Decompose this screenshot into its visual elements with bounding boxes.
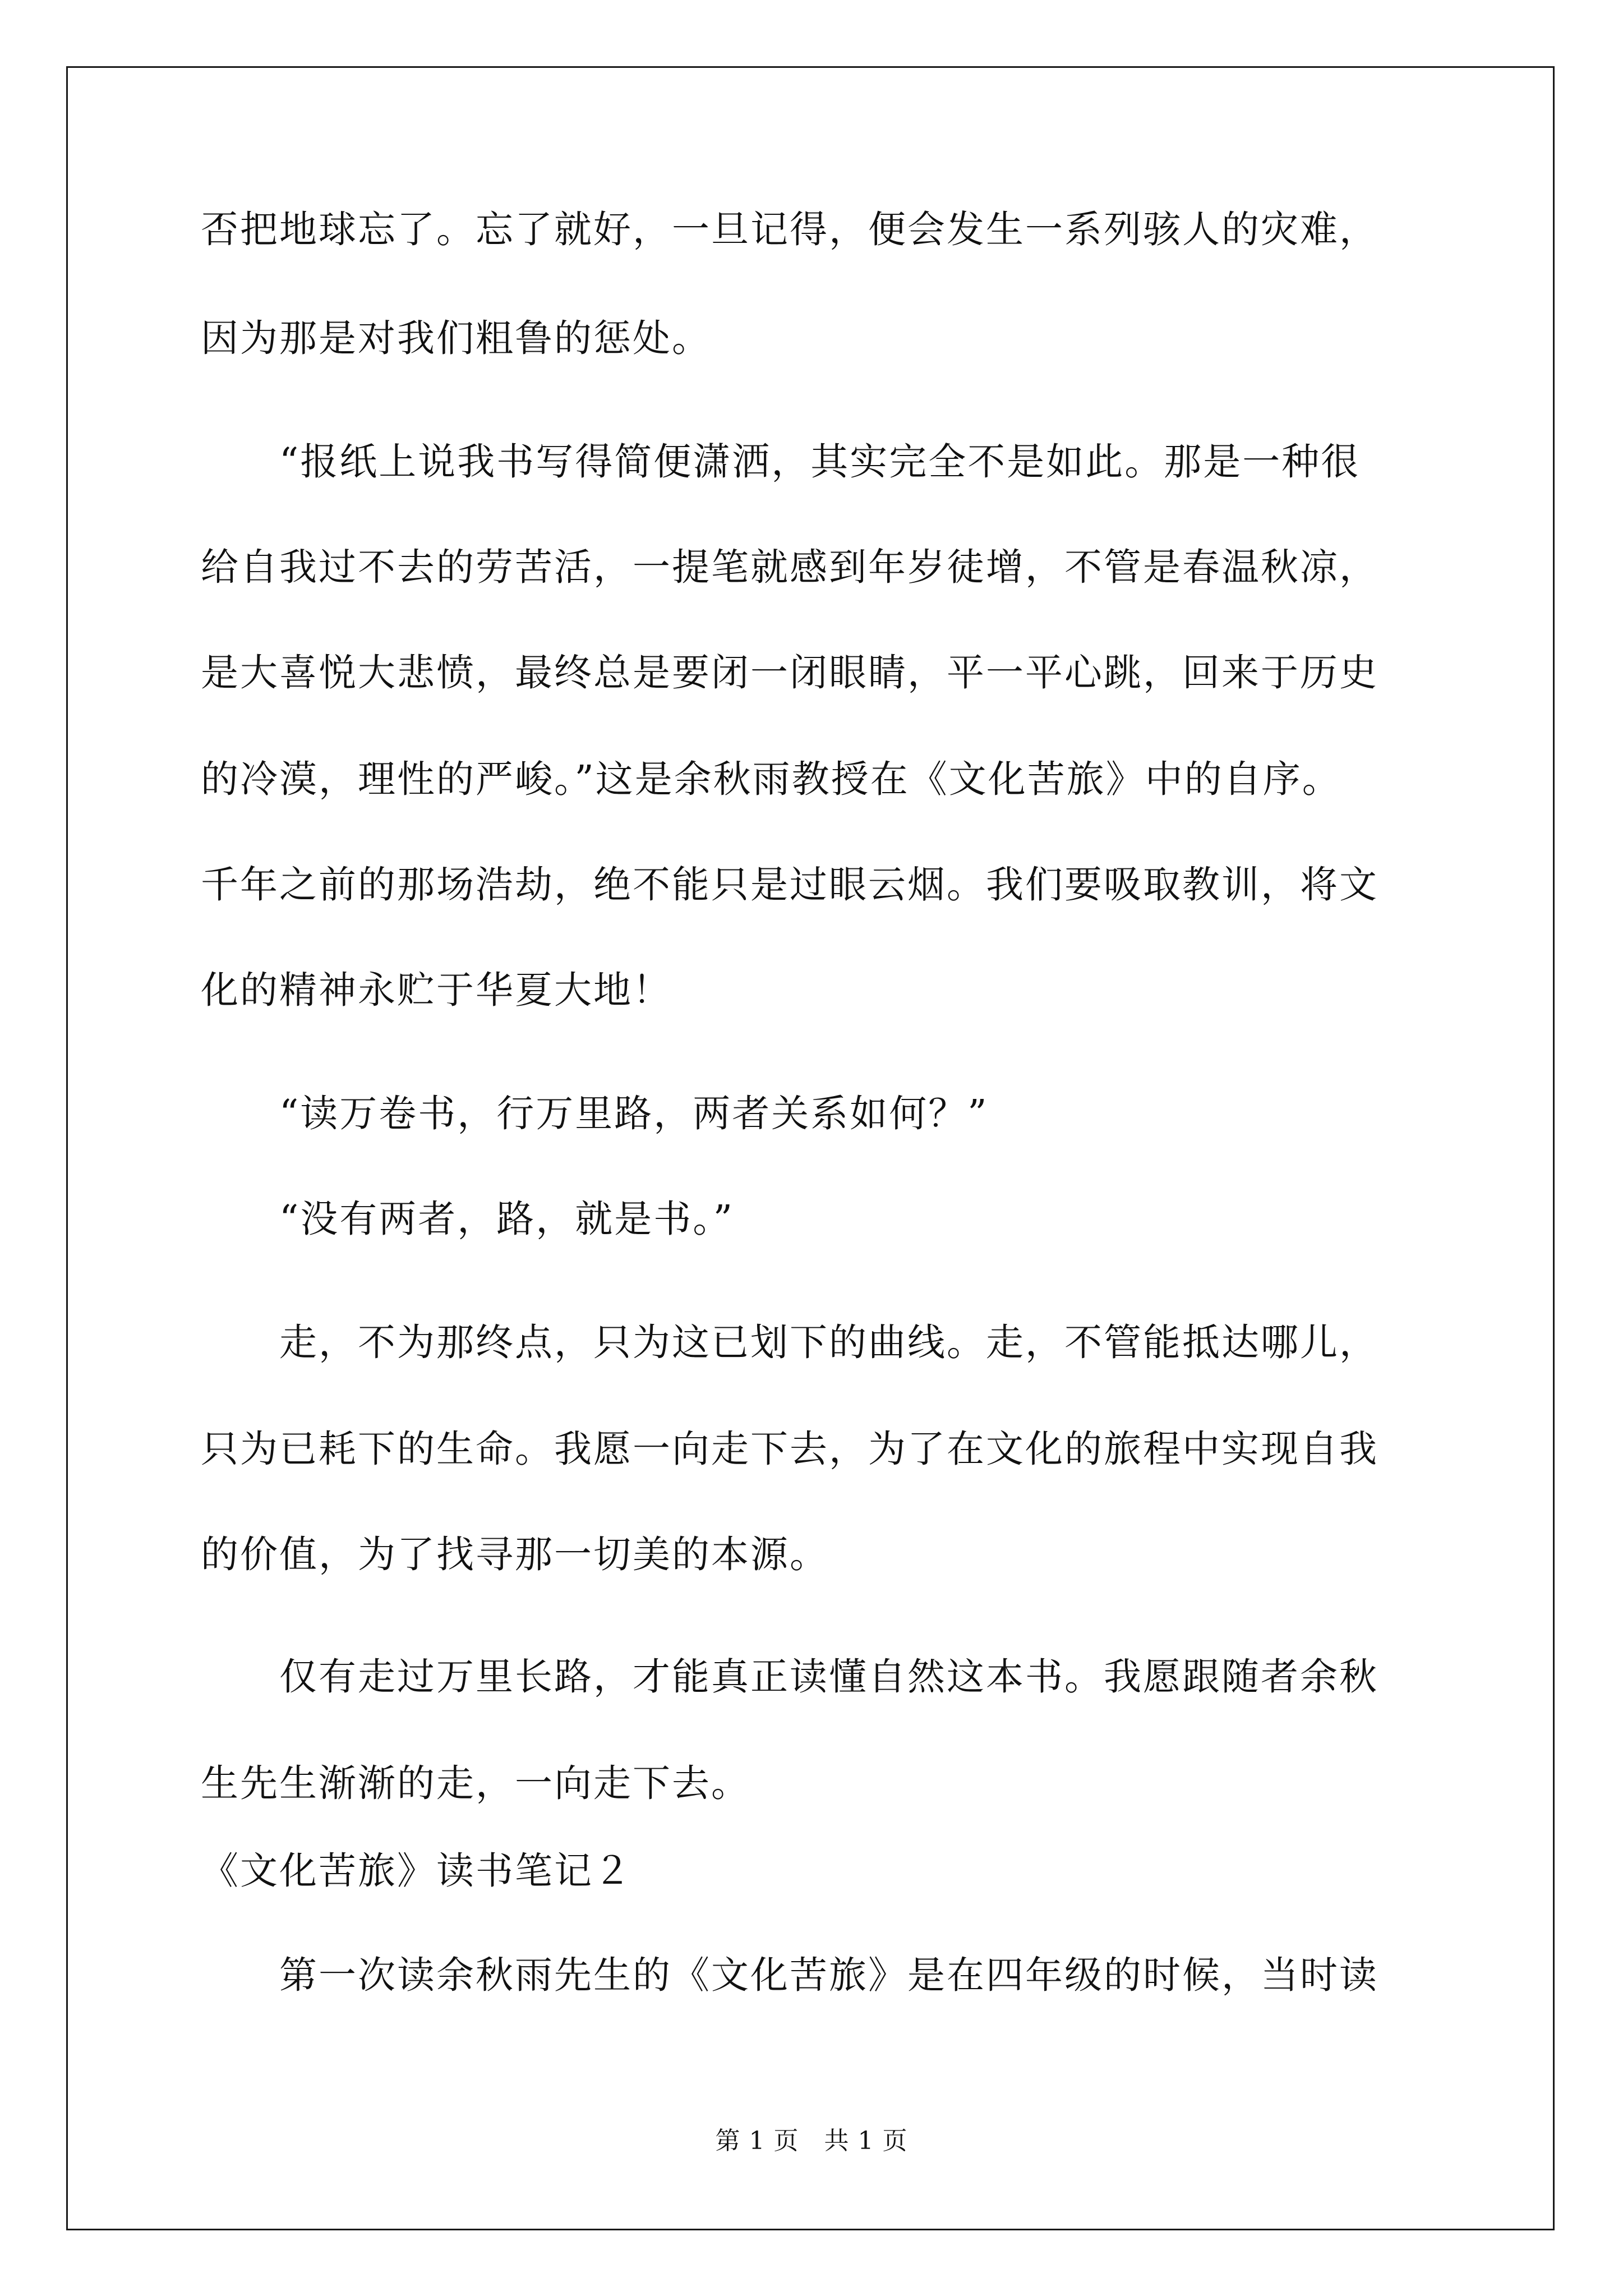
text-line: 的价值，为了找寻那一切美的本源。	[201, 1533, 829, 1576]
text-line: 否把地球忘了。忘了就好，一旦记得，便会发生一系列骇人的灾难，	[201, 208, 1378, 251]
text-line: 是大喜悦大悲愤，最终总是要闭一闭眼睛，平一平心跳，回来于历史	[201, 651, 1378, 694]
text-line: “读万卷书，行万里路，两者关系如何？”	[201, 1092, 989, 1135]
text-line: 的冷漠，理性的严峻。”这是余秋雨教授在《文化苦旅》中的自序。	[201, 757, 1341, 801]
text-line: 第一次读余秋雨先生的《文化苦旅》是在四年级的时候，当时读	[201, 1953, 1378, 1997]
text-line: 仅有走过万里长路，才能真正读懂自然这本书。我愿跟随者余秋	[201, 1655, 1378, 1699]
text-line: 走，不为那终点，只为这已划下的曲线。走，不管能抵达哪儿，	[201, 1320, 1378, 1364]
text-line: “报纸上说我书写得简便潇洒，其实完全不是如此。那是一种很	[201, 440, 1361, 484]
page-border	[66, 66, 1555, 2230]
text-line: 化的精神永贮于华夏大地！	[201, 968, 672, 1012]
text-line: 因为那是对我们粗鲁的惩处。	[201, 316, 711, 360]
text-line: 只为已耗下的生命。我愿一向走下去，为了在文化的旅程中实现自我	[201, 1427, 1378, 1471]
text-line: 给自我过不去的劳苦活，一提笔就感到年岁徒增，不管是春温秋凉，	[201, 545, 1378, 589]
text-line: “没有两者，路，就是书。”	[201, 1197, 735, 1241]
page-number-footer: 第 1 页 共 1 页	[715, 2127, 908, 2155]
text-line: 千年之前的那场浩劫，绝不能只是过眼云烟。我们要吸取教训，将文	[201, 863, 1378, 907]
text-line: 生先生渐渐的走，一向走下去。	[201, 1761, 750, 1805]
section-heading: 《文化苦旅》读书笔记２	[201, 1849, 633, 1893]
